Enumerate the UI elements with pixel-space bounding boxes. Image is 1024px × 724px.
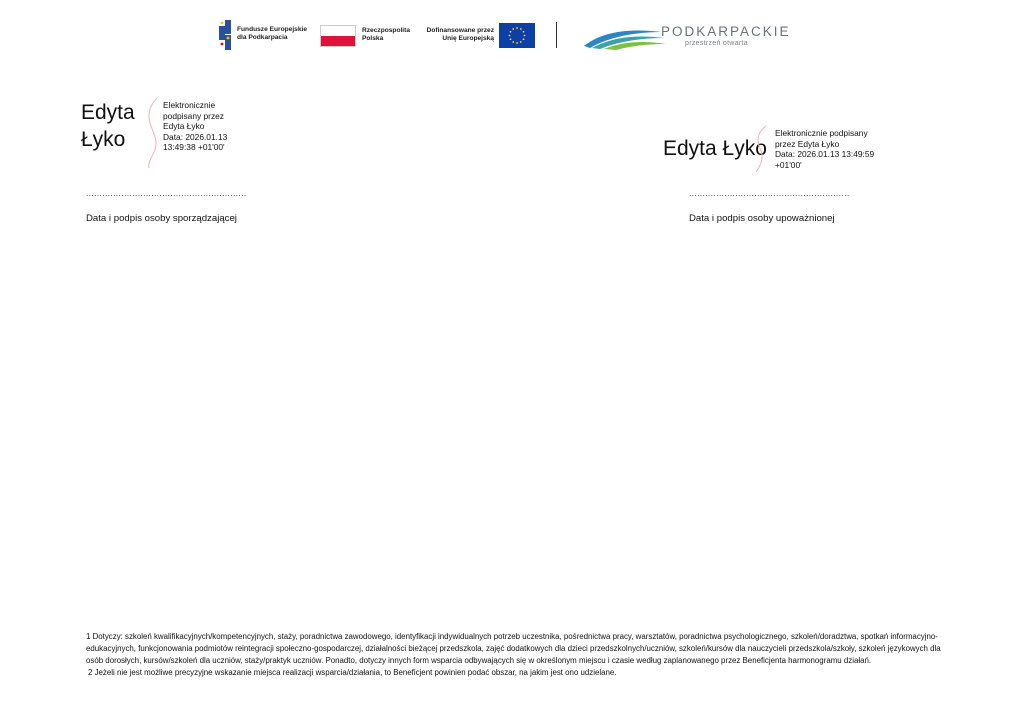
logo-separator	[556, 22, 557, 48]
signature-caption: Data i podpis osoby upoważnionej	[689, 213, 835, 224]
signature-line: ...........................................................	[689, 189, 850, 198]
signature-flourish	[748, 124, 772, 174]
signer-name: Edyta Łyko	[81, 101, 135, 151]
funds-logo-text: Fundusze Europejskie dla Podkarpacia	[237, 26, 307, 41]
eu-flag-icon	[499, 23, 535, 48]
signature-flourish	[143, 96, 163, 170]
footnote-1: 1 Dotyczy: szkoleń kwalifikacyjnych/kompetencyjnych, staży, poradnictwa zawodowego, identyfikacji indywidualnych potrzeb uczestnika, pośrednictwa pracy, warsztatów, poradnictwa psychologicznego, szkoleń/doradztwa, spotkań informacyjno-edukacyjnych, funkcjonowania podmiotów reintegracji społeczno-gospodarczej, działalności bieżącej przedszkola, zajęć dodatkowych dla dzieci przedszkolnych/uczniów, szkoleń/kursów dla nauczycieli przedszkola/szkoły, szkoleń językowych dla osób dorosłych, kursów/szkoleń dla uczniów, staży/praktyk uczniów. Ponadto, dotyczy innych form wsparcia odbywających się w określonym miejscu i czasie według zaplanowanego przez Beneficjenta harmonogramu działań.	[86, 632, 941, 665]
funding-logo-strip	[212, 14, 792, 58]
polish-flag-icon	[320, 25, 356, 47]
footnotes	[86, 631, 941, 679]
signature-details: Elektronicznie podpisany przez Edyta Łyko Data: 2026.01.13 13:49:38 +01'00'	[163, 100, 228, 153]
funds-logo-icon	[216, 18, 234, 52]
polish-republic-text: Rzeczpospolita Polska	[362, 27, 410, 42]
footnote-2: 2 Jeżeli nie jest możliwe precyzyjne wskazanie miejsca realizacji wsparcia/działania, to Beneficjent powinien podać obszar, na jakim jest ono udzielane.	[88, 668, 617, 677]
signer-name: Edyta Łyko	[663, 137, 767, 160]
signature-line: ...........................................................	[86, 189, 247, 198]
podkarpackie-swoosh-icon	[582, 24, 668, 50]
eu-cofunding-text: Dofinansowane przez Unię Europejską	[426, 27, 494, 42]
signature-caption: Data i podpis osoby sporządzającej	[86, 213, 237, 224]
podkarpackie-tagline: przestrzeń otwarta	[685, 40, 748, 47]
podkarpackie-name: PODKARPACKIE	[661, 24, 791, 39]
signature-details: Elektronicznie podpisany przez Edyta Łyko Data: 2026.01.13 13:49:59 +01'00'	[775, 128, 875, 170]
